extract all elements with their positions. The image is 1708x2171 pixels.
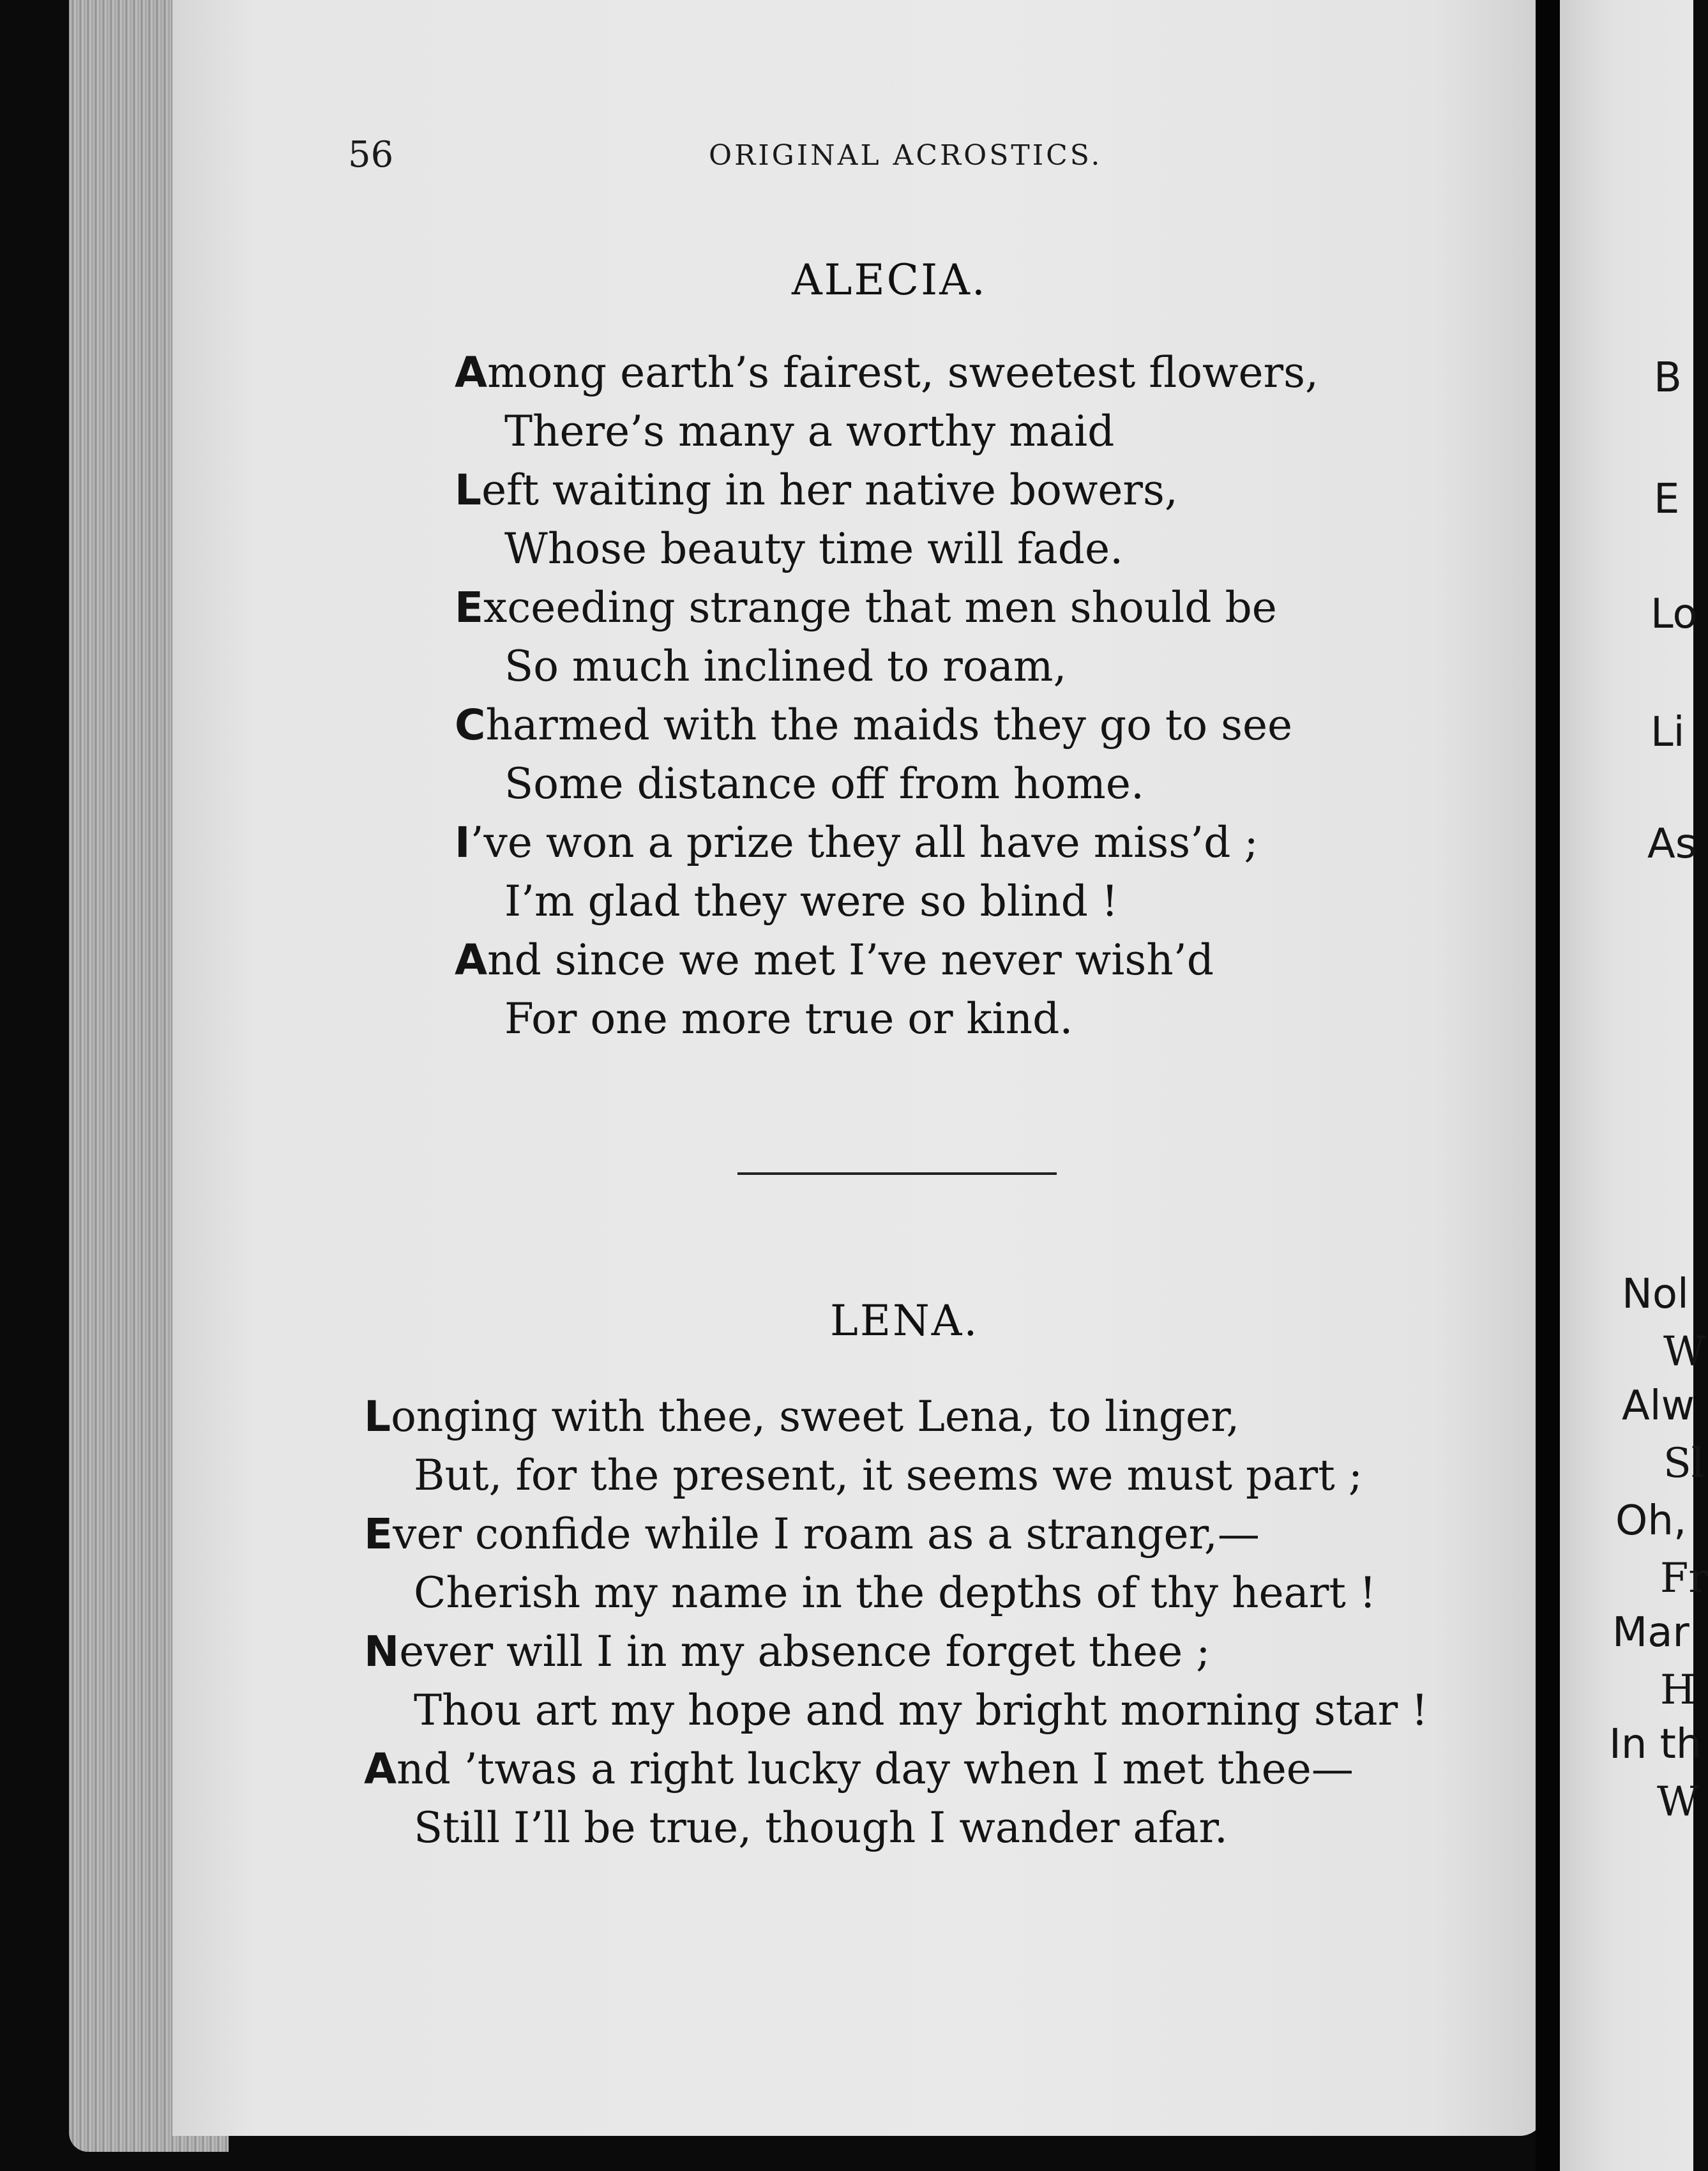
poem-line (455, 700, 1292, 750)
poem-line (414, 1803, 1228, 1852)
adjacent-page-fragment: Alw (1622, 1382, 1695, 1430)
adjacent-page-fragment: B (1654, 354, 1682, 402)
poem-line (455, 348, 1319, 397)
poem-line (455, 583, 1277, 632)
acrostic-initial: C (455, 700, 486, 750)
poem-line-text: There’s many a worthy maid (504, 407, 1115, 456)
section-divider (737, 1172, 1057, 1175)
poem-line (455, 818, 1258, 867)
acrostic-initial: L (455, 465, 482, 515)
poem-title-lena: LENA. (830, 1296, 979, 1345)
poem-line (504, 407, 1114, 456)
adjacent-page-fragment: Mar (1612, 1609, 1689, 1656)
poem-line (364, 1509, 1260, 1559)
acrostic-initial: I (455, 818, 471, 867)
poem-line (414, 1451, 1363, 1500)
poem-line-text: Cherish my name in the depths of thy heart ! (414, 1568, 1377, 1617)
poem-title-alecia: ALECIA. (792, 255, 987, 305)
poem-line-text: Still I’ll be true, though I wander afar. (414, 1803, 1228, 1852)
poem-line (364, 1392, 1239, 1441)
acrostic-initial: E (455, 583, 484, 632)
book-gutter (1536, 0, 1560, 2171)
running-title: ORIGINAL ACROSTICS. (709, 139, 1103, 172)
poem-line (364, 1744, 1354, 1794)
poem-line-text: Whose beauty time will fade. (504, 524, 1124, 573)
poem-line (414, 1568, 1376, 1617)
poem-line-text: eft waiting in her native bowers, (481, 465, 1178, 515)
adjacent-page-fragment: Li (1651, 709, 1685, 756)
adjacent-page-fragment: As (1647, 821, 1697, 868)
page-number: 56 (348, 134, 394, 176)
adjacent-page-fragment: W (1657, 1778, 1699, 1826)
adjacent-page (1560, 0, 1693, 2171)
adjacent-page-fragment: Nol (1622, 1271, 1689, 1318)
poem-line-text: For one more true or kind. (504, 994, 1073, 1043)
poem-line (364, 1627, 1210, 1676)
poem-line (455, 465, 1178, 515)
poem-line-text: xceeding strange that men should be (483, 583, 1277, 632)
poem-line (455, 935, 1214, 985)
poem-line-text: I’m glad they were so blind ! (504, 877, 1119, 926)
poem-line-text: harmed with the maids they go to see (485, 700, 1293, 750)
poem-line-text: nd ’twas a right lucky day when I met thee— (397, 1744, 1354, 1794)
poem-line (504, 877, 1118, 926)
poem-line-text: mong earth’s fairest, sweetest flowers, (487, 348, 1319, 397)
poem-line (504, 759, 1144, 808)
poem-line (414, 1686, 1428, 1735)
adjacent-page-fragment: Fr (1660, 1555, 1708, 1602)
adjacent-page-fragment: H (1660, 1667, 1696, 1714)
acrostic-initial: A (455, 348, 488, 397)
adjacent-page-fragment: Sl (1663, 1440, 1705, 1487)
poem-line-text: So much inclined to roam, (504, 642, 1067, 691)
adjacent-page-fragment: E (1654, 476, 1680, 523)
adjacent-page-fragment: Oh, (1615, 1497, 1687, 1545)
poem-line-text: Some distance off from home. (504, 759, 1144, 808)
acrostic-initial: N (364, 1627, 400, 1676)
poem-line-text: ver confide while I roam as a stranger,— (393, 1509, 1260, 1559)
poem-line-text: Thou art my hope and my bright morning star ! (414, 1686, 1428, 1735)
poem-line-text: onging with thee, sweet Lena, to linger, (391, 1392, 1240, 1441)
poem-line-text: nd since we met I’ve never wish’d (487, 935, 1214, 985)
poem-line-text: ever will I in my absence forget thee ; (399, 1627, 1211, 1676)
poem-line-text: But, for the present, it seems we must part ; (414, 1451, 1363, 1500)
acrostic-initial: A (364, 1744, 397, 1794)
acrostic-initial: L (364, 1392, 391, 1441)
acrostic-initial: A (455, 935, 488, 985)
poem-line (504, 642, 1067, 691)
poem-line-text: ’ve won a prize they all have miss’d ; (470, 818, 1258, 867)
poem-line (504, 994, 1073, 1043)
poem-line (504, 524, 1123, 573)
adjacent-page-fragment: In th (1609, 1721, 1702, 1768)
adjacent-page-fragment: Lo (1651, 591, 1698, 638)
adjacent-page-fragment: W (1663, 1328, 1705, 1375)
acrostic-initial: E (364, 1509, 393, 1559)
